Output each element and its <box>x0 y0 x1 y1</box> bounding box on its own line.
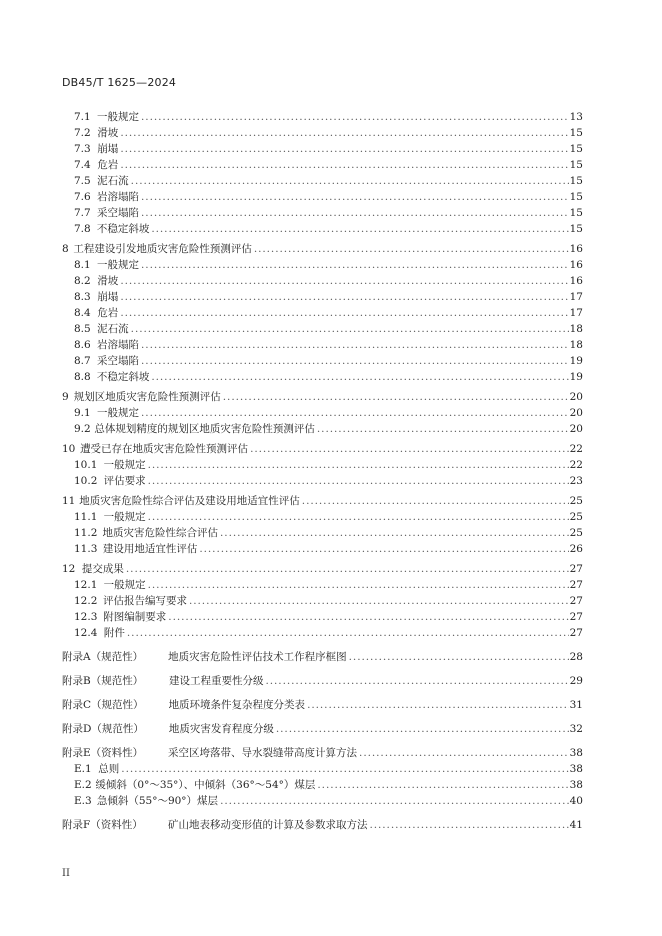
toc-entry-title: 评估报告编写要求 <box>102 595 187 607</box>
toc-section-entry[interactable] <box>62 221 583 237</box>
toc-entry-page: 38 <box>569 779 583 791</box>
toc-leader-dots <box>347 649 569 665</box>
toc-chapter-entry[interactable] <box>62 389 583 405</box>
toc-entry-page: 17 <box>569 307 583 319</box>
toc-leader-dots <box>139 337 569 353</box>
toc-entry-page: 22 <box>569 443 583 455</box>
toc-entry-number: 8.3 <box>74 291 91 303</box>
toc-leader-dots <box>263 673 569 689</box>
toc-entry-title: 建设工程重要性分级 <box>168 675 264 687</box>
toc-entry-number: 附录E（资料性） <box>62 747 144 759</box>
toc-section-entry[interactable] <box>62 173 583 189</box>
table-of-contents <box>62 109 583 833</box>
document-id-header: DB45/T 1625—2024 <box>62 76 177 89</box>
toc-section-entry[interactable] <box>62 157 583 173</box>
toc-entry-title: 滑坡 <box>97 275 119 287</box>
toc-entry-number: 9 <box>62 391 69 403</box>
toc-entry-title: 崩塌 <box>97 143 119 155</box>
toc-entry-title: 一般规定 <box>97 259 140 271</box>
toc-entry-page: 16 <box>569 275 583 287</box>
toc-section-entry[interactable] <box>62 205 583 221</box>
toc-entry-page: 41 <box>569 819 583 831</box>
toc-leader-dots <box>118 289 569 305</box>
toc-entry-page: 27 <box>569 563 583 575</box>
toc-entry-title: 遭受已存在地质灾害危险性预测评估 <box>80 443 249 455</box>
toc-leader-dots <box>139 257 569 273</box>
toc-entry-number: 10 <box>62 443 76 455</box>
toc-section-entry[interactable] <box>62 625 583 641</box>
toc-entry-title: 一般规定 <box>97 407 140 419</box>
toc-appendix-entry[interactable] <box>62 745 583 761</box>
toc-leader-dots <box>197 541 569 557</box>
toc-entry-page: 26 <box>569 543 583 555</box>
toc-entry-page: 16 <box>569 259 583 271</box>
toc-leader-dots <box>139 109 569 125</box>
toc-entry-title: 规划区地质灾害危险性预测评估 <box>73 391 221 403</box>
toc-entry-number: 9.1 <box>74 407 91 419</box>
toc-entry-number: 7.3 <box>74 143 91 155</box>
toc-entry-title: 工程建设引发地质灾害危险性预测评估 <box>73 243 252 255</box>
toc-leader-dots <box>367 817 569 833</box>
toc-leader-dots <box>252 241 569 257</box>
toc-entry-number: E.1 <box>74 763 92 775</box>
toc-entry-number: 12.4 <box>74 627 98 639</box>
toc-entry-page: 25 <box>569 495 583 507</box>
toc-entry-number: 8.7 <box>74 355 91 367</box>
toc-leader-dots <box>149 221 569 237</box>
toc-leader-dots <box>149 369 569 385</box>
toc-entry-page: 40 <box>569 795 583 807</box>
toc-entry-page: 20 <box>569 423 583 435</box>
toc-leader-dots <box>305 697 569 713</box>
toc-section-entry[interactable] <box>62 109 583 125</box>
toc-entry-page: 17 <box>569 291 583 303</box>
toc-entry-number: 11.1 <box>74 511 98 523</box>
toc-appendix-entry[interactable] <box>62 673 583 689</box>
toc-leader-dots <box>315 777 569 793</box>
toc-entry-number: 10.1 <box>74 459 98 471</box>
toc-leader-dots <box>119 761 569 777</box>
toc-leader-dots <box>166 609 569 625</box>
page-number: II <box>62 868 70 879</box>
toc-entry-number: 附录A（规范性） <box>62 651 144 663</box>
toc-entry-title: 总体规划精度的规划区地质灾害危险性预测评估 <box>94 423 315 435</box>
toc-appendix-entry[interactable] <box>62 817 583 833</box>
toc-entry-title: 地质环境条件复杂程度分类表 <box>168 699 306 711</box>
toc-entry-number: 11 <box>62 495 76 507</box>
toc-entry-number: E.2 <box>74 779 92 791</box>
toc-entry-page: 27 <box>569 627 583 639</box>
toc-entry-page: 15 <box>569 223 583 235</box>
toc-entry-number: 7.1 <box>74 111 91 123</box>
toc-section-entry[interactable] <box>62 189 583 205</box>
toc-section-entry[interactable] <box>62 353 583 369</box>
toc-entry-page: 38 <box>569 763 583 775</box>
toc-leader-dots <box>218 525 569 541</box>
toc-section-entry[interactable] <box>62 273 583 289</box>
toc-leader-dots <box>274 721 569 737</box>
toc-entry-title: 岩溶塌陷 <box>97 339 140 351</box>
toc-entry-page: 23 <box>569 475 583 487</box>
toc-leader-dots <box>187 593 569 609</box>
toc-leader-dots <box>248 441 569 457</box>
toc-section-entry[interactable] <box>62 577 583 593</box>
toc-entry-number: 附录B（规范性） <box>62 675 144 687</box>
toc-leader-dots <box>129 173 569 189</box>
toc-entry-title: 采空塌陷 <box>97 355 140 367</box>
toc-entry-page: 29 <box>569 675 583 687</box>
toc-entry-page: 25 <box>569 527 583 539</box>
toc-entry-number: 12.3 <box>74 611 98 623</box>
toc-chapter-entry[interactable] <box>62 493 583 509</box>
toc-leader-dots <box>221 389 569 405</box>
toc-chapter-entry[interactable] <box>62 241 583 257</box>
toc-section-entry[interactable] <box>62 257 583 273</box>
toc-leader-dots <box>357 745 569 761</box>
toc-leader-dots <box>218 793 569 809</box>
toc-entry-title: 崩塌 <box>97 291 119 303</box>
toc-section-entry[interactable] <box>62 289 583 305</box>
toc-entry-number: 10.2 <box>74 475 98 487</box>
toc-entry-number: 12 <box>62 563 76 575</box>
toc-entry-title: 建设用地适宜性评估 <box>102 543 198 555</box>
toc-entry-number: 12.2 <box>74 595 98 607</box>
toc-leader-dots <box>118 141 569 157</box>
toc-section-entry[interactable] <box>62 509 583 525</box>
toc-entry-title: 矿山地表移动变形值的计算及参数求取方法 <box>167 819 368 831</box>
toc-leader-dots <box>300 493 569 509</box>
toc-entry-page: 15 <box>569 159 583 171</box>
toc-entry-page: 27 <box>569 595 583 607</box>
toc-entry-page: 19 <box>569 355 583 367</box>
toc-entry-page: 22 <box>569 459 583 471</box>
toc-entry-page: 25 <box>569 511 583 523</box>
toc-section-entry[interactable] <box>62 421 583 437</box>
toc-entry-title: 不稳定斜坡 <box>96 371 150 383</box>
toc-leader-dots <box>146 457 569 473</box>
toc-entry-page: 28 <box>569 651 583 663</box>
toc-entry-title: 危岩 <box>97 159 119 171</box>
toc-entry-page: 16 <box>569 243 583 255</box>
toc-entry-number: 8.5 <box>74 323 91 335</box>
toc-leader-dots <box>118 157 569 173</box>
toc-leader-dots <box>125 625 569 641</box>
toc-entry-number: 8 <box>62 243 69 255</box>
toc-entry-page: 15 <box>569 127 583 139</box>
toc-entry-page: 18 <box>569 339 583 351</box>
toc-entry-title: 采空塌陷 <box>97 207 140 219</box>
toc-section-entry[interactable] <box>62 793 583 809</box>
toc-entry-number: 附录C（规范性） <box>62 699 144 711</box>
toc-leader-dots <box>146 509 569 525</box>
toc-entry-title: 一般规定 <box>103 511 146 523</box>
toc-entry-title: 岩溶塌陷 <box>97 191 140 203</box>
toc-leader-dots <box>139 353 569 369</box>
toc-section-entry[interactable] <box>62 369 583 385</box>
toc-leader-dots <box>315 421 569 437</box>
toc-entry-title: 危岩 <box>97 307 119 319</box>
toc-entry-page: 15 <box>569 191 583 203</box>
toc-chapter-entry[interactable] <box>62 561 583 577</box>
toc-entry-number: 7.7 <box>74 207 91 219</box>
toc-entry-number: 附录F（资料性） <box>62 819 143 831</box>
toc-entry-title: 泥石流 <box>97 323 129 335</box>
toc-section-entry[interactable] <box>62 457 583 473</box>
toc-entry-page: 27 <box>569 611 583 623</box>
toc-entry-title: 泥石流 <box>97 175 129 187</box>
toc-entry-title: 提交成果 <box>81 563 124 575</box>
toc-entry-title: 滑坡 <box>97 127 119 139</box>
toc-entry-number: 7.4 <box>74 159 91 171</box>
toc-entry-page: 15 <box>569 207 583 219</box>
toc-leader-dots <box>129 321 569 337</box>
toc-entry-page: 20 <box>569 407 583 419</box>
toc-entry-number: 11.3 <box>74 543 98 555</box>
toc-entry-title: 地质灾害危险性综合评估及建设用地适宜性评估 <box>79 495 300 507</box>
toc-leader-dots <box>139 189 569 205</box>
toc-entry-number: 11.2 <box>74 527 98 539</box>
toc-entry-title: 地质灾害危险性评估技术工作程序框图 <box>168 651 347 663</box>
toc-entry-title: 急倾斜（55°～90°）煤层 <box>96 795 219 807</box>
toc-section-entry[interactable] <box>62 593 583 609</box>
toc-entry-number: 7.5 <box>74 175 91 187</box>
toc-entry-number: E.3 <box>74 795 92 807</box>
toc-entry-title: 附图编制要求 <box>103 611 167 623</box>
toc-entry-number: 9.2 <box>74 423 91 435</box>
toc-entry-title: 采空区垮落带、导水裂缝带高度计算方法 <box>168 747 358 759</box>
toc-appendix-entry[interactable] <box>62 649 583 665</box>
toc-entry-page: 15 <box>569 143 583 155</box>
toc-entry-page: 15 <box>569 175 583 187</box>
toc-entry-title: 一般规定 <box>103 459 146 471</box>
toc-entry-title: 地质灾害发育程度分级 <box>168 723 274 735</box>
toc-section-entry[interactable] <box>62 777 583 793</box>
toc-leader-dots <box>139 405 569 421</box>
toc-section-entry[interactable] <box>62 473 583 489</box>
toc-leader-dots <box>146 473 569 489</box>
toc-section-entry[interactable] <box>62 405 583 421</box>
toc-entry-title: 一般规定 <box>103 579 146 591</box>
toc-section-entry[interactable] <box>62 541 583 557</box>
toc-leader-dots <box>118 125 569 141</box>
toc-entry-number: 8.1 <box>74 259 91 271</box>
toc-entry-number: 7.8 <box>74 223 91 235</box>
toc-leader-dots <box>124 561 569 577</box>
toc-entry-title: 缓倾斜（0°～35°）、中倾斜（36°～54°）煤层 <box>95 779 316 791</box>
toc-entry-number: 附录D（规范性） <box>62 723 144 735</box>
toc-entry-number: 7.6 <box>74 191 91 203</box>
toc-section-entry[interactable] <box>62 525 583 541</box>
toc-entry-title: 评估要求 <box>103 475 146 487</box>
toc-section-entry[interactable] <box>62 321 583 337</box>
toc-section-entry[interactable] <box>62 125 583 141</box>
toc-section-entry[interactable] <box>62 305 583 321</box>
toc-entry-number: 7.2 <box>74 127 91 139</box>
toc-appendix-entry[interactable] <box>62 697 583 713</box>
toc-entry-title: 附件 <box>103 627 125 639</box>
toc-entry-title: 不稳定斜坡 <box>96 223 150 235</box>
toc-entry-page: 20 <box>569 391 583 403</box>
toc-entry-page: 32 <box>569 723 583 735</box>
toc-section-entry[interactable] <box>62 609 583 625</box>
toc-appendix-entry[interactable] <box>62 721 583 737</box>
toc-leader-dots <box>139 205 569 221</box>
toc-leader-dots <box>146 577 569 593</box>
toc-section-entry[interactable] <box>62 337 583 353</box>
toc-chapter-entry[interactable] <box>62 441 583 457</box>
toc-entry-page: 19 <box>569 371 583 383</box>
toc-entry-page: 13 <box>569 111 583 123</box>
toc-entry-number: 8.6 <box>74 339 91 351</box>
toc-entry-page: 27 <box>569 579 583 591</box>
toc-section-entry[interactable] <box>62 761 583 777</box>
toc-entry-page: 38 <box>569 747 583 759</box>
toc-entry-title: 一般规定 <box>97 111 140 123</box>
toc-entry-number: 8.8 <box>74 371 91 383</box>
toc-leader-dots <box>118 305 569 321</box>
toc-entry-page: 18 <box>569 323 583 335</box>
toc-entry-page: 31 <box>569 699 583 711</box>
toc-entry-number: 12.1 <box>74 579 98 591</box>
toc-entry-number: 8.4 <box>74 307 91 319</box>
toc-entry-title: 总则 <box>98 763 120 775</box>
toc-leader-dots <box>118 273 569 289</box>
toc-section-entry[interactable] <box>62 141 583 157</box>
toc-entry-title: 地质灾害危险性综合评估 <box>102 527 219 539</box>
toc-entry-number: 8.2 <box>74 275 91 287</box>
